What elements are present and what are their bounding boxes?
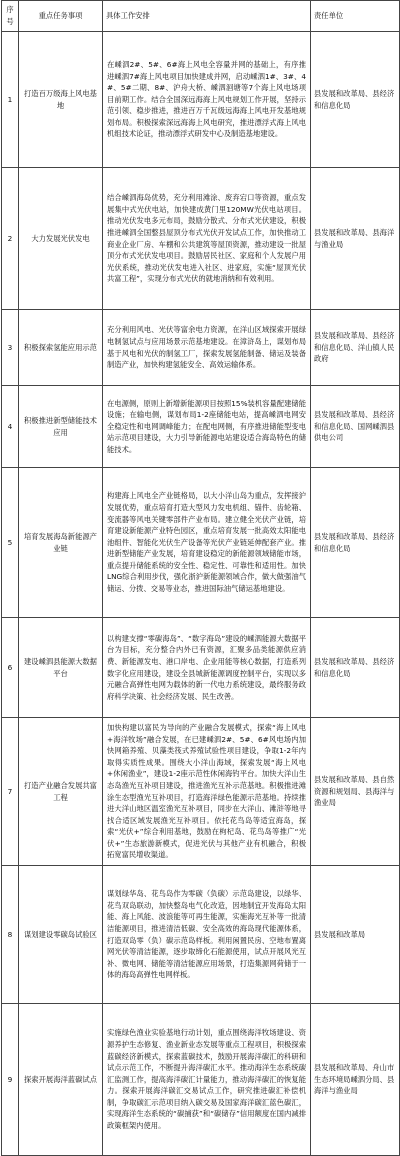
row-detail: 加快构建以富民为导向的产业融合发展模式，探索“海上风电+海洋牧场”融合发展，在已建嵊泗2#、5#、6#风电场内加快网箱养殖、贝藻类筏式养殖试验性项目建设，争取1-2年内取得实质性成果。围绕大小洋山海域，探索发展“海上风电+休闲渔业”，建设1-2座示范性休闲海钓平台。加快大洋山生态岛渔光互补项目建设，推进渔光互补示范基地。积极推进滩涂生态型渔光互补项目，打造海洋绿色能源示范基地。持续推进大洋山地区温室渔光互补项目，同步在大洋山、滩浒等地寻找合适区域发展渔光互补项目。依托花鸟岛等适宜海岛，探索“光伏+”综合利用基地，鼓励在枸杞岛、花鸟岛等推广“光伏+”生态旅游新模式，促进光伏与其他产业有机融合，积极拓宽富民增收渠道。 [103,718,311,866]
row-index: 3 [2,310,19,386]
row-detail: 充分利用风电、光伏等富余电力资源，在洋山区域探索开展绿电制氢试点与应用场景示范基地建设。在漳浒岛上，谋划布局基于风电和光伏的制氢工厂，探索发展氢能制备、储运及装备制造产业，加快构建氢能安全、高效运输体系。 [103,310,311,386]
row-task: 建设嵊泗县能源大数据平台 [19,618,103,718]
row-index: 2 [2,168,19,310]
row-task: 大力发展光伏发电 [19,168,103,310]
table-row [2,618,400,718]
row-task: 积极推进新型储能技术应用 [19,386,103,468]
row-index: 8 [2,866,19,1004]
row-owner: 县发展和改革局、县经济和信息化局 [311,32,400,168]
row-detail: 实施绿色渔业实验基地行动计划，重点围绕海洋牧场建设、资源养护生态修复、渔业新业态发展等重点工程项目，积极探索蓝碳经济新模式，探索蓝碳技术，鼓励开展海洋碳汇的科研和试点示范工作，不断提升海洋碳汇水平。推动海洋生态系统碳汇监测工作，提高海洋碳汇计量能力，推动海洋碳汇的恢复能力。探索开展海洋碳汇交易试点工作，研究推进碳汇补偿机制，争取碳汇示范项目纳入碳交易及国家海洋碳汇蓝色碳汇，实现海洋生态系统的“碳捕获”和“碳储存”信用额度在国内减排政策框架内使用。 [103,1004,311,1156]
row-owner: 县发展和改革局、县经济和信息化局、洋山镇人民政府 [311,310,400,386]
row-owner: 县发展和改革局 [311,866,400,1004]
row-detail: 在嵊泗2#、5#、6#海上风电全容量并网的基础上，有序推进嵊泗7#海上风电项目加快建成并网，启动嵊泗1#、3#、4#、5#二期、8#、沪舟大桥、嵊泗洄塘等7个海上风电场项目前期工作。结合全国深远海海上风电规划工作开展，坚持示范引领、稳步推进，推进百万千瓦级远海海上风电开发基地规划布局。积极探索深远海海上风电研究，推进漂浮式海上风电机组技术论证，推动漂浮式研发中心及制造基地建设。 [103,32,311,168]
header-detail: 具体工作安排 [103,1,311,32]
row-task: 探索开展海洋蓝碳试点 [19,1004,103,1156]
row-index: 5 [2,468,19,618]
row-detail: 在电源侧，原则上新增新能源项目按照15%装机容量配建储能设施；在输电侧，谋划布局1-2座储能电站，提高嵊泗电网安全稳定性和电网调峰能力；在配电网侧，有序推进储能型变电站示范项目建设，大力引导新能源电站建设适合海岛特色的储能技术。 [103,386,311,468]
table-row [2,1004,400,1156]
row-index: 4 [2,386,19,468]
row-detail: 谋划绿华岛、花鸟岛作为零碳（负碳）示范岛建设，以绿华、花鸟双岛联动，加快整岛电气化改造，因地制宜开发海岛太阳能、海上风能、波浪能等可再生能源，实施海光互补等一批清洁能源项目，推进清洁低碳、安全高效的海岛现代能源体系，打造双岛零（负）碳示范岛样板。利用闲置民房、空地布置离网光伏等清洁能源，逐步取缔化石能源使用，试点开展风光互补、微电网、储能等清洁能源应用场景，打造集源网荷储于一体的海岛高弹性电网样板。 [103,866,311,1004]
row-owner: 县发展和改革局、县经济和信息化局 [311,468,400,618]
table-row [2,32,400,168]
row-owner: 县发展和改革局、舟山市生态环境局嵊泗分局、县海洋与渔业局 [311,1004,400,1156]
task-table [1,0,400,1156]
row-owner: 县发展和改革局、县自然资源和规划局、县海洋与渔业局 [311,718,400,866]
table-row [2,310,400,386]
row-detail: 以构建支撑“零碳海岛”、“数字海岛”建设的嵊泗能源大数据平台为目标，充分整合内外已有资源，汇聚多品类能源供应消费、新能源发电、港口岸电、企业用能等核心数据，打造系列数字化应用建设，建设全县城新能源调度控制平台，实现以多元融合高弹性电网为载体的新一代电力系统建设，最终服务政府科学决策、社会经济发展、民生改善。 [103,618,311,718]
row-task: 打造百万级海上风电基地 [19,32,103,168]
row-index: 6 [2,618,19,718]
row-owner: 县发展和改革局、县经济和信息化局 [311,618,400,718]
table-row [2,386,400,468]
header-owner: 责任单位 [311,1,400,32]
row-task: 培育发展海岛新能源产业链 [19,468,103,618]
header-task: 重点任务事项 [19,1,103,32]
row-index: 7 [2,718,19,866]
row-owner: 县发展和改革局、县海洋与渔业局 [311,168,400,310]
row-detail: 结合嵊泗海岛优势，充分利用滩涂、废弃宕口等资源，重点发展集中式光伏电站，加快建成黄门里120MW光伏电站项目。推动光伏发电多元布局，鼓励分散式、分布式光伏建设，积极推进嵊泗全国整县屋顶分布式光伏开发试点工作，加快推动工商业企业厂房、车棚和公共建筑等屋顶资源，推动建设一批屋顶分布式光伏发电项目。鼓励居民社区、家庭和个人发展户用光伏系统，推动光伏发电进入社区、进家庭，实施“屋顶光伏共富工程”，实现分布式光伏的就地消纳和有效利用。 [103,168,311,310]
header-row [2,1,400,32]
header-index: 序号 [2,1,19,32]
table-row [2,718,400,866]
row-task: 谋划建设零碳岛试验区 [19,866,103,1004]
row-owner: 县发展和改革局、县经济和信息化局、国网嵊泗县供电公司 [311,386,400,468]
table-row [2,168,400,310]
table-row [2,468,400,618]
row-index: 9 [2,1004,19,1156]
row-detail: 构建海上风电全产业链格局，以大小洋山岛为重点，发挥接沪发展优势，重点培育打造大型风力发电机组、锚件、齿轮箱、变流器等风电关键零部件产业布局。建立健全光伏产业链，培育建设新能源产业特色园区，重点培育发展一批高效太阳能电池组件、智能化光伏生产设备等光伏产业链延伸配套产业。推进新型储能产业发展，培育建设稳定的新能源领域储能市场，重点提升储能系统的安全性、稳定性、可靠性和适用性。加快LNG综合利用步伐，强化浙沪新能源领域合作，做大做强油气储运、分拨、交易等业态，推进国际油气储运基地建设。 [103,468,311,618]
row-task: 积极探索氢能应用示范 [19,310,103,386]
table-row [2,866,400,1004]
row-index: 1 [2,32,19,168]
row-task: 打造产业融合发展共富工程 [19,718,103,866]
